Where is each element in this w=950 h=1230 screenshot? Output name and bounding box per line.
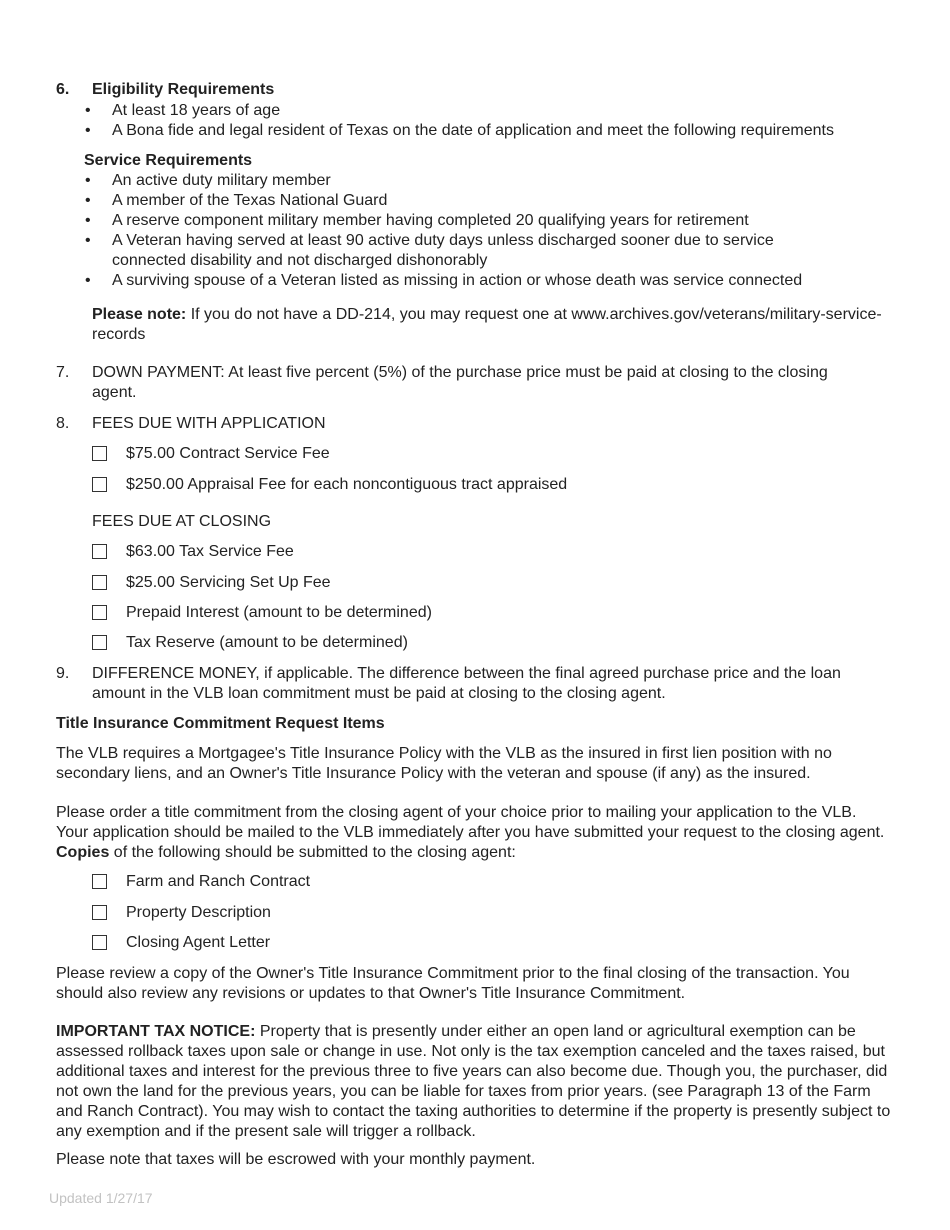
service-requirements-list [0, 171, 892, 291]
checkbox[interactable] [92, 477, 107, 492]
list-item: • A surviving spouse of a Veteran listed as missing in action or whose death was service connected [0, 271, 892, 291]
title-insurance-para-2 [56, 803, 886, 863]
para-text: Please order a title commitment from the closing agent of your choice prior to mailing your application to the VLB. Your application should be mailed to the VLB immediately after you have submitted your request to the closing agent. [56, 804, 885, 841]
checkbox-label: Closing Agent Letter [126, 934, 271, 951]
checkbox[interactable] [92, 635, 107, 650]
tax-notice-text: Property that is presently under either an open land or agricultural exemption can be assessed rollback taxes upon sale or change in use. Not only is the tax exemption canceled and the taxes raised, but additional taxes and interest for the previous three to five years can also become due. Though you, the purchaser, did not own the land for the previous years, you can be liable for taxes from prior years. (see Paragraph 13 of the Farm and Ranch Contract). You may wish to contact the taxing authorities to determine if the property is presently subject to any exemption and if the present sale will trigger a rollback. [56, 1023, 891, 1140]
tax-notice-label: IMPORTANT TAX NOTICE: [56, 1023, 256, 1040]
list-item: • A Veteran having served at least 90 active duty days unless discharged sooner due to service connected disability and not discharged dishonorably [0, 231, 832, 271]
para-bold: Copies [56, 844, 110, 861]
section-7-number: 7. [56, 364, 70, 381]
section-6-number: 6. [56, 81, 70, 98]
down-payment-text: DOWN PAYMENT: At least five percent (5%) of the purchase price must be paid at closing to the closing agent. [92, 364, 828, 401]
section-6-title: Eligibility Requirements [92, 81, 275, 98]
checkbox-label: $63.00 Tax Service Fee [126, 543, 294, 560]
checkbox[interactable] [92, 905, 107, 920]
para-text: of the following should be submitted to the closing agent: [109, 844, 516, 861]
list-item: • A reserve component military member having completed 20 qualifying years for retirement [0, 211, 892, 231]
list-item: • A Bona fide and legal resident of Texas on the date of application and meet the following requirements [0, 121, 902, 141]
note-label: Please note: [92, 306, 187, 323]
checkbox[interactable] [92, 544, 107, 559]
checkbox-label: Prepaid Interest (amount to be determined) [126, 604, 432, 621]
tax-notice [56, 1022, 896, 1142]
note-text: If you do not have a DD-214, you may request one at www.archives.gov/veterans/military-service-records [92, 306, 882, 343]
checkbox[interactable] [92, 605, 107, 620]
checkbox[interactable] [92, 935, 107, 950]
checkbox-label: Tax Reserve (amount to be determined) [126, 634, 408, 651]
list-item: • At least 18 years of age [0, 101, 892, 121]
section-8-number: 8. [56, 415, 70, 432]
checkbox[interactable] [92, 575, 107, 590]
dd214-note [92, 305, 892, 345]
escrow-note: Please note that taxes will be escrowed with your monthly payment. [56, 1151, 536, 1168]
title-insurance-para-1: The VLB requires a Mortgagee's Title Insurance Policy with the VLB as the insured in first lien position with no secondary liens, and an Owner's Title Insurance Policy with the veteran and spouse (if any) as the insured. [56, 745, 832, 782]
checkbox[interactable] [92, 446, 107, 461]
checkbox-label: $75.00 Contract Service Fee [126, 445, 330, 462]
fees-with-application-title: FEES DUE WITH APPLICATION [92, 415, 326, 432]
checkbox-label: Property Description [126, 904, 271, 921]
checkbox-label: $25.00 Servicing Set Up Fee [126, 574, 331, 591]
difference-money-text: DIFFERENCE MONEY, if applicable. The difference between the final agreed purchase price and the loan amount in the VLB loan commitment must be paid at closing to the closing agent. [92, 665, 841, 702]
checkbox-label: $250.00 Appraisal Fee for each noncontiguous tract appraised [126, 476, 568, 493]
checkbox[interactable] [92, 874, 107, 889]
list-item: • A member of the Texas National Guard [0, 191, 892, 211]
service-requirements-heading: Service Requirements [84, 152, 253, 169]
list-item: • An active duty military member [0, 171, 892, 191]
title-insurance-heading: Title Insurance Commitment Request Items [56, 715, 385, 732]
fees-at-closing-title: FEES DUE AT CLOSING [92, 513, 272, 530]
title-insurance-para-3: Please review a copy of the Owner's Title Insurance Commitment prior to the final closing of the transaction. You should also review any revisions or updates to that Owner's Title Insurance Commitment. [56, 965, 850, 1002]
section-9-number: 9. [56, 665, 70, 682]
footer-updated-date: Updated 1/27/17 [49, 1190, 153, 1206]
checkbox-label: Farm and Ranch Contract [126, 873, 311, 890]
eligibility-list [0, 101, 902, 141]
